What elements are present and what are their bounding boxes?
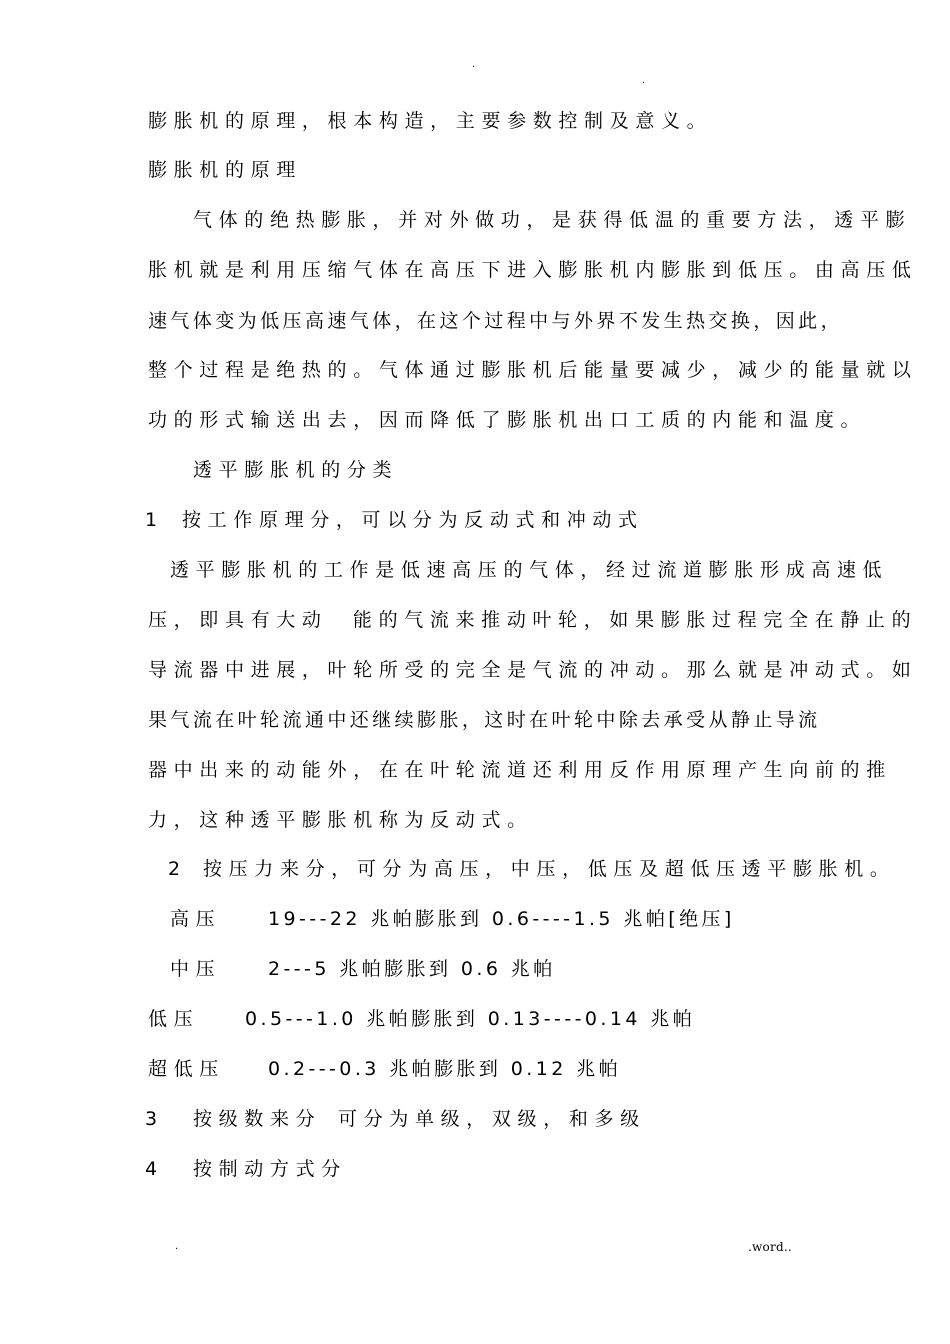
item-2-number: 2	[168, 858, 187, 880]
paragraph-line: 胀机就是利用压缩气体在高压下进入膨胀机内膨胀到低压。由高压低	[148, 259, 918, 281]
pressure-label: 超低压	[148, 1058, 225, 1080]
item-4-number: 4	[145, 1158, 164, 1180]
pressure-label: 低压	[148, 1008, 200, 1030]
pressure-value: 19---22 兆帕膨胀到 0.6----1.5 兆帕[绝压]	[268, 908, 735, 930]
paragraph-line: 透平膨胀机的工作是低速高压的气体，经过流道膨胀形成高速低	[170, 559, 889, 581]
item-3-number: 3	[145, 1108, 164, 1130]
section-title: 膨胀机的原理	[148, 159, 302, 181]
classification-title: 透平膨胀机的分类	[193, 459, 399, 481]
item-1-text: 按工作原理分，可以分为反动式和冲动式	[182, 509, 644, 531]
item-4-text: 按制动方式分	[193, 1158, 347, 1180]
footer-word-label: .word..	[747, 1240, 792, 1254]
pressure-label: 高压	[170, 908, 222, 930]
pressure-value: 0.5---1.0 兆帕膨胀到 0.13----0.14 兆帕	[245, 1008, 696, 1030]
item-3-extra: 可分为单级，双级，和多级	[338, 1108, 646, 1130]
item-3-text: 按级数来分	[193, 1108, 322, 1130]
paragraph-line: 功的形式输送出去，因而降低了膨胀机出口工质的内能和温度。	[148, 409, 867, 431]
header-dot-right: .	[642, 75, 646, 86]
paragraph-line: 压，即具有大动 能的气流来推动叶轮，如果膨胀过程完全在静止的	[148, 609, 918, 631]
pressure-label: 中压	[170, 958, 222, 980]
paragraph-line: 力，这种透平膨胀机称为反动式。	[148, 809, 533, 831]
document-heading: 膨胀机的原理，根本构造，主要参数控制及意义。	[148, 110, 713, 132]
pressure-value: 0.2---0.3 兆帕膨胀到 0.12 兆帕	[268, 1058, 622, 1080]
pressure-value: 2---5 兆帕膨胀到 0.6 兆帕	[268, 958, 556, 980]
paragraph-line: 果气流在叶轮流通中还继续膨胀，这时在叶轮中除去承受从静止导流	[148, 709, 821, 731]
footer-dot-left: .	[175, 1241, 179, 1252]
paragraph-line: 整个过程是绝热的。气体通过膨胀机后能量要减少，减少的能量就以	[148, 359, 918, 381]
paragraph-line: 导流器中进展，叶轮所受的完全是气流的冲动。那么就是冲动式。如	[148, 659, 918, 681]
item-1-number: 1	[145, 509, 164, 531]
paragraph-line: 器中出来的动能外，在在叶轮流道还利用反作用原理产生向前的推	[148, 759, 892, 781]
paragraph-line: 气体的绝热膨胀，并对外做功，是获得低温的重要方法，透平膨	[193, 209, 912, 231]
item-2-text: 按压力来分，可分为高压，中压，低压及超低压透平膨胀机。	[203, 858, 896, 880]
paragraph-line: 速气体变为低压高速气体，在这个过程中与外界不发生热交换，因此，	[148, 310, 844, 332]
header-dot-left: .	[472, 59, 476, 70]
